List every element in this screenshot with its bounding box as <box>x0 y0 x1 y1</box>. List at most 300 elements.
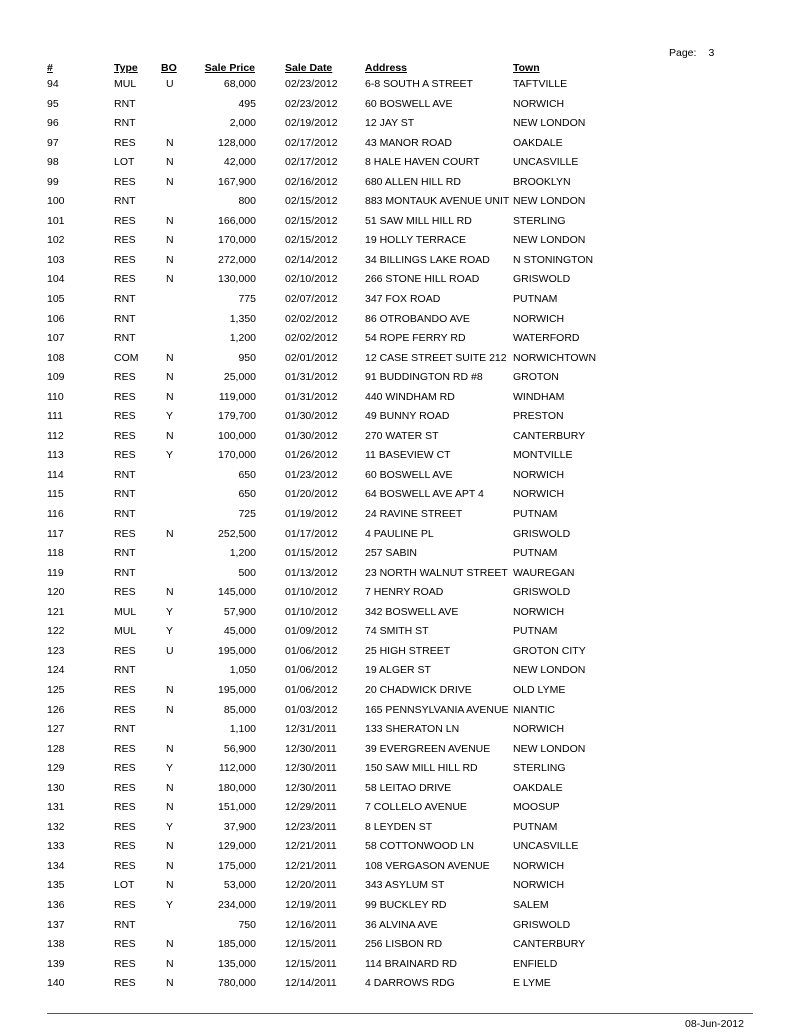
cell-num: 117 <box>47 527 64 540</box>
cell-address: 86 OTROBANDO AVE <box>365 312 470 325</box>
cell-sale-price: 180,000 <box>218 781 256 794</box>
cell-sale-date: 02/07/2012 <box>285 293 338 306</box>
cell-num: 120 <box>47 586 65 599</box>
cell-sale-price: 725 <box>238 508 256 521</box>
cell-type: RES <box>114 586 136 599</box>
cell-sale-price: 750 <box>238 918 256 931</box>
table-row <box>0 290 800 310</box>
cell-num: 97 <box>47 136 59 149</box>
cell-address: 19 HOLLY TERRACE <box>365 234 466 247</box>
cell-sale-date: 01/31/2012 <box>285 371 338 384</box>
cell-address: 60 BOSWELL AVE <box>365 97 453 110</box>
cell-sale-date: 01/03/2012 <box>285 703 338 716</box>
cell-sale-date: 01/19/2012 <box>285 508 338 521</box>
cell-town: NORWICH <box>513 97 565 110</box>
cell-type: RES <box>114 390 136 403</box>
cell-type: RES <box>114 234 136 247</box>
cell-town: UNCASVILLE <box>513 840 579 853</box>
table-row <box>0 837 800 857</box>
cell-address: 91 BUDDINGTON RD #8 <box>365 371 483 384</box>
cell-address: 58 COTTONWOOD LN <box>365 840 474 853</box>
cell-type: RNT <box>114 918 136 931</box>
cell-type: RNT <box>114 117 136 130</box>
table-row <box>0 974 800 994</box>
cell-sale-price: 45,000 <box>223 625 256 638</box>
cell-town: GRISWOLD <box>513 527 571 540</box>
table-row <box>0 916 800 936</box>
cell-sale-price: 950 <box>238 351 256 364</box>
cell-address: 54 ROPE FERRY RD <box>365 332 466 345</box>
cell-town: NEW LONDON <box>513 742 586 755</box>
cell-sale-date: 12/21/2011 <box>285 859 337 872</box>
cell-type: RES <box>114 977 136 990</box>
table-row <box>0 955 800 975</box>
cell-sale-date: 12/30/2011 <box>285 762 337 775</box>
table-row <box>0 818 800 838</box>
cell-sale-price: 42,000 <box>223 156 256 169</box>
cell-bo: N <box>166 938 174 951</box>
cell-address: 20 CHADWICK DRIVE <box>365 683 472 696</box>
cell-num: 123 <box>47 644 65 657</box>
table-row <box>0 427 800 447</box>
cell-sale-price: 151,000 <box>218 801 256 814</box>
table-row <box>0 759 800 779</box>
cell-sale-price: 68,000 <box>223 78 256 90</box>
cell-sale-price: 650 <box>238 468 256 481</box>
cell-sale-price: 195,000 <box>218 644 256 657</box>
cell-sale-price: 650 <box>238 488 256 501</box>
cell-address: 257 SABIN <box>365 547 417 560</box>
cell-bo: N <box>166 977 174 990</box>
cell-type: RES <box>114 820 136 833</box>
cell-sale-price: 234,000 <box>218 898 256 911</box>
cell-town: UNCASVILLE <box>513 156 579 169</box>
cell-bo: N <box>166 957 174 970</box>
cell-num: 116 <box>47 508 64 521</box>
cell-type: RNT <box>114 468 136 481</box>
cell-sale-price: 56,900 <box>223 742 256 755</box>
cell-town: NORWICH <box>513 859 565 872</box>
cell-bo: Y <box>166 820 174 833</box>
table-row <box>0 485 800 505</box>
cell-sale-date: 02/19/2012 <box>285 117 338 130</box>
cell-address: 58 LEITAO DRIVE <box>365 781 452 794</box>
cell-type: RNT <box>114 293 136 306</box>
cell-type: RES <box>114 781 136 794</box>
cell-sale-price: 1,100 <box>229 723 256 736</box>
cell-type: RNT <box>114 195 136 208</box>
cell-sale-price: 780,000 <box>218 977 256 990</box>
cell-address: 36 ALVINA AVE <box>365 918 438 931</box>
cell-sale-price: 175,000 <box>218 859 256 872</box>
table-row <box>0 642 800 662</box>
cell-type: RES <box>114 683 136 696</box>
cell-sale-price: 252,500 <box>218 527 256 540</box>
cell-address: 8 HALE HAVEN COURT <box>365 156 480 169</box>
cell-num: 119 <box>47 566 64 579</box>
cell-type: RNT <box>114 332 136 345</box>
cell-sale-date: 01/26/2012 <box>285 449 338 462</box>
cell-sale-price: 195,000 <box>218 683 256 696</box>
cell-address: 74 SMITH ST <box>365 625 429 638</box>
cell-address: 43 MANOR ROAD <box>365 136 452 149</box>
table-row <box>0 798 800 818</box>
cell-sale-date: 12/15/2011 <box>285 938 337 951</box>
cell-num: 118 <box>47 547 64 560</box>
table-row <box>0 525 800 545</box>
cell-sale-price: 53,000 <box>223 879 256 892</box>
cell-town: E LYME <box>513 977 551 990</box>
cell-address: 114 BRAINARD RD <box>365 957 457 970</box>
cell-sale-date: 01/17/2012 <box>285 527 338 540</box>
cell-bo: N <box>166 371 174 384</box>
cell-num: 111 <box>47 410 63 423</box>
cell-bo: N <box>166 429 174 442</box>
table-row <box>0 466 800 486</box>
cell-num: 113 <box>47 449 64 462</box>
cell-bo: Y <box>166 410 174 423</box>
cell-type: COM <box>114 351 139 364</box>
cell-sale-date: 02/17/2012 <box>285 156 338 169</box>
cell-town: TAFTVILLE <box>513 78 568 90</box>
table-body <box>0 75 800 994</box>
table-row <box>0 661 800 681</box>
cell-type: RES <box>114 742 136 755</box>
cell-num: 128 <box>47 742 65 755</box>
cell-town: GRISWOLD <box>513 586 571 599</box>
cell-sale-date: 02/15/2012 <box>285 214 338 227</box>
cell-num: 102 <box>47 234 65 247</box>
cell-address: 19 ALGER ST <box>365 664 431 677</box>
cell-type: RNT <box>114 508 136 521</box>
cell-num: 105 <box>47 293 65 306</box>
cell-sale-price: 1,200 <box>229 547 256 560</box>
cell-bo: Y <box>166 762 174 775</box>
cell-address: 99 BUCKLEY RD <box>365 898 447 911</box>
cell-sale-price: 128,000 <box>218 136 256 149</box>
cell-num: 109 <box>47 371 65 384</box>
table-row <box>0 740 800 760</box>
cell-bo: N <box>166 175 174 188</box>
cell-address: 7 COLLELO AVENUE <box>365 801 467 814</box>
cell-sale-price: 130,000 <box>218 273 256 286</box>
cell-town: NORWICH <box>513 723 565 736</box>
cell-town: OAKDALE <box>513 781 563 794</box>
cell-address: 6-8 SOUTH A STREET <box>365 78 473 90</box>
cell-num: 139 <box>47 957 65 970</box>
cell-num: 101 <box>47 214 65 227</box>
cell-bo: N <box>166 801 174 814</box>
cell-type: RES <box>114 214 136 227</box>
cell-sale-price: 2,000 <box>229 117 256 130</box>
cell-num: 125 <box>47 683 65 696</box>
cell-type: RES <box>114 371 136 384</box>
cell-type: LOT <box>114 879 135 892</box>
cell-bo: U <box>166 78 174 90</box>
cell-sale-date: 02/10/2012 <box>285 273 338 286</box>
cell-sale-price: 500 <box>238 566 256 579</box>
cell-town: N STONINGTON <box>513 253 594 266</box>
cell-type: RES <box>114 136 136 149</box>
cell-town: NEW LONDON <box>513 195 586 208</box>
cell-bo: Y <box>166 605 174 618</box>
table-row <box>0 622 800 642</box>
cell-sale-date: 02/15/2012 <box>285 234 338 247</box>
cell-sale-date: 01/06/2012 <box>285 683 338 696</box>
cell-address: 347 FOX ROAD <box>365 293 441 306</box>
cell-type: RES <box>114 840 136 853</box>
cell-bo: N <box>166 859 174 872</box>
cell-sale-price: 166,000 <box>218 214 256 227</box>
cell-type: RNT <box>114 488 136 501</box>
cell-bo: N <box>166 742 174 755</box>
cell-bo: U <box>166 644 174 657</box>
cell-bo: N <box>166 683 174 696</box>
cell-type: RNT <box>114 97 136 110</box>
cell-sale-date: 12/30/2011 <box>285 781 337 794</box>
table-row <box>0 779 800 799</box>
cell-sale-price: 119,000 <box>218 390 256 403</box>
cell-num: 134 <box>47 859 65 872</box>
table-row <box>0 505 800 525</box>
cell-address: 440 WINDHAM RD <box>365 390 455 403</box>
cell-type: RNT <box>114 566 136 579</box>
table-row <box>0 231 800 251</box>
cell-type: RES <box>114 859 136 872</box>
table-row <box>0 857 800 877</box>
cell-town: PRESTON <box>513 410 564 423</box>
table-row <box>0 75 800 95</box>
cell-sale-date: 02/15/2012 <box>285 195 338 208</box>
cell-bo: N <box>166 390 174 403</box>
cell-address: 49 BUNNY ROAD <box>365 410 450 423</box>
cell-sale-price: 800 <box>238 195 256 208</box>
cell-address: 266 STONE HILL ROAD <box>365 273 480 286</box>
cell-address: 7 HENRY ROAD <box>365 586 444 599</box>
cell-sale-date: 02/02/2012 <box>285 312 338 325</box>
cell-type: MUL <box>114 605 137 618</box>
cell-address: 150 SAW MILL HILL RD <box>365 762 478 775</box>
cell-sale-price: 145,000 <box>218 586 256 599</box>
cell-sale-date: 01/06/2012 <box>285 644 338 657</box>
cell-town: PUTNAM <box>513 508 558 521</box>
footer-date: 08-Jun-2012 <box>685 1018 744 1030</box>
cell-town: MONTVILLE <box>513 449 573 462</box>
cell-bo: Y <box>166 898 174 911</box>
cell-sale-price: 100,000 <box>218 429 256 442</box>
cell-address: 4 DARROWS RDG <box>365 977 455 990</box>
cell-town: NORWICH <box>513 879 565 892</box>
cell-town: CANTERBURY <box>513 429 586 442</box>
cell-num: 135 <box>47 879 65 892</box>
cell-type: MUL <box>114 625 137 638</box>
table-row <box>0 329 800 349</box>
cell-bo: N <box>166 273 174 286</box>
table-row <box>0 876 800 896</box>
column-header-sale-price: Sale Price <box>204 62 255 74</box>
table-row <box>0 251 800 271</box>
cell-town: WAUREGAN <box>513 566 575 579</box>
cell-sale-date: 01/10/2012 <box>285 586 338 599</box>
cell-sale-price: 135,000 <box>218 957 256 970</box>
cell-type: RES <box>114 762 136 775</box>
cell-address: 680 ALLEN HILL RD <box>365 175 461 188</box>
cell-town: CANTERBURY <box>513 938 586 951</box>
cell-sale-price: 272,000 <box>218 253 256 266</box>
cell-num: 126 <box>47 703 65 716</box>
page-number: 3 <box>708 47 715 59</box>
cell-sale-price: 170,000 <box>218 234 256 247</box>
cell-town: STERLING <box>513 762 566 775</box>
cell-num: 98 <box>47 156 59 169</box>
column-header-sale-date: Sale Date <box>285 62 333 74</box>
table-row <box>0 446 800 466</box>
cell-town: WINDHAM <box>513 390 565 403</box>
column-header-num: # <box>47 62 53 74</box>
cell-sale-date: 01/23/2012 <box>285 468 338 481</box>
table-row <box>0 134 800 154</box>
cell-sale-date: 12/30/2011 <box>285 742 337 755</box>
cell-num: 132 <box>47 820 65 833</box>
table-row <box>0 212 800 232</box>
table-row <box>0 896 800 916</box>
cell-town: NIANTIC <box>513 703 555 716</box>
cell-num: 104 <box>47 273 65 286</box>
cell-town: STERLING <box>513 214 566 227</box>
cell-type: RES <box>114 273 136 286</box>
cell-num: 106 <box>47 312 65 325</box>
cell-bo: N <box>166 136 174 149</box>
cell-num: 136 <box>47 898 65 911</box>
table-row <box>0 720 800 740</box>
cell-town: GRISWOLD <box>513 918 571 931</box>
cell-num: 127 <box>47 723 65 736</box>
cell-sale-date: 02/16/2012 <box>285 175 338 188</box>
cell-address: 24 RAVINE STREET <box>365 508 463 521</box>
cell-type: RES <box>114 175 136 188</box>
table-row <box>0 153 800 173</box>
cell-sale-date: 01/30/2012 <box>285 410 338 423</box>
cell-sale-price: 25,000 <box>223 371 256 384</box>
cell-town: WATERFORD <box>513 332 580 345</box>
cell-address: 256 LISBON RD <box>365 938 443 951</box>
footer-divider <box>47 1013 753 1014</box>
cell-sale-date: 01/15/2012 <box>285 547 338 560</box>
cell-bo: N <box>166 214 174 227</box>
cell-sale-date: 02/02/2012 <box>285 332 338 345</box>
cell-sale-price: 1,050 <box>229 664 256 677</box>
cell-num: 137 <box>47 918 65 931</box>
cell-town: BROOKLYN <box>513 175 571 188</box>
column-header-address: Address <box>365 62 408 74</box>
table-row <box>0 368 800 388</box>
cell-type: RNT <box>114 547 136 560</box>
cell-sale-date: 12/19/2011 <box>285 898 337 911</box>
cell-num: 131 <box>47 801 65 814</box>
cell-num: 115 <box>47 488 64 501</box>
cell-bo: N <box>166 781 174 794</box>
cell-town: NORWICH <box>513 488 565 501</box>
cell-type: RES <box>114 429 136 442</box>
cell-town: NORWICH <box>513 468 565 481</box>
cell-sale-date: 12/16/2011 <box>285 918 337 931</box>
cell-type: RES <box>114 801 136 814</box>
cell-sale-date: 01/20/2012 <box>285 488 338 501</box>
cell-num: 96 <box>47 117 59 130</box>
cell-sale-date: 02/23/2012 <box>285 97 338 110</box>
cell-num: 122 <box>47 625 65 638</box>
table-row <box>0 192 800 212</box>
cell-address: 34 BILLINGS LAKE ROAD <box>365 253 490 266</box>
cell-num: 121 <box>47 605 65 618</box>
cell-town: OLD LYME <box>513 683 566 696</box>
column-header-type: Type <box>114 62 138 74</box>
column-header-bo: BO <box>161 62 177 74</box>
table-row <box>0 95 800 115</box>
cell-town: NORWICH <box>513 312 565 325</box>
cell-bo: N <box>166 527 174 540</box>
cell-address: 60 BOSWELL AVE <box>365 468 453 481</box>
cell-sale-date: 02/14/2012 <box>285 253 338 266</box>
cell-sale-price: 112,000 <box>218 762 256 775</box>
table-row <box>0 564 800 584</box>
cell-town: NEW LONDON <box>513 664 586 677</box>
cell-num: 103 <box>47 253 65 266</box>
table-row <box>0 583 800 603</box>
cell-sale-price: 1,200 <box>229 332 256 345</box>
cell-sale-date: 12/14/2011 <box>285 977 337 990</box>
cell-town: NORWICHTOWN <box>513 351 597 364</box>
cell-town: PUTNAM <box>513 820 558 833</box>
cell-sale-price: 179,700 <box>218 410 256 423</box>
cell-address: 64 BOSWELL AVE APT 4 <box>365 488 484 501</box>
cell-num: 138 <box>47 938 65 951</box>
cell-type: RES <box>114 957 136 970</box>
cell-address: 12 CASE STREET SUITE 212 <box>365 351 507 364</box>
cell-address: 108 VERGASON AVENUE <box>365 859 490 872</box>
cell-num: 94 <box>47 78 59 90</box>
cell-address: 343 ASYLUM ST <box>365 879 445 892</box>
table-row <box>0 310 800 330</box>
cell-town: MOOSUP <box>513 801 560 814</box>
cell-sale-price: 85,000 <box>223 703 256 716</box>
cell-num: 130 <box>47 781 65 794</box>
cell-address: 165 PENNSYLVANIA AVENUE <box>365 703 509 716</box>
cell-address: 51 SAW MILL HILL RD <box>365 214 472 227</box>
cell-sale-date: 12/15/2011 <box>285 957 337 970</box>
cell-type: RES <box>114 898 136 911</box>
cell-town: GRISWOLD <box>513 273 571 286</box>
table-row <box>0 935 800 955</box>
cell-bo: N <box>166 879 174 892</box>
cell-sale-date: 02/01/2012 <box>285 351 338 364</box>
cell-sale-price: 185,000 <box>218 938 256 951</box>
page-indicator <box>669 47 714 59</box>
cell-sale-date: 02/17/2012 <box>285 136 338 149</box>
cell-address: 270 WATER ST <box>365 429 439 442</box>
cell-town: NEW LONDON <box>513 234 586 247</box>
table-row <box>0 407 800 427</box>
cell-bo: N <box>166 156 174 169</box>
cell-town: ENFIELD <box>513 957 558 970</box>
cell-bo: N <box>166 351 174 364</box>
cell-type: RES <box>114 449 136 462</box>
table-row <box>0 114 800 134</box>
cell-type: RES <box>114 527 136 540</box>
cell-num: 107 <box>47 332 65 345</box>
cell-type: RES <box>114 644 136 657</box>
table-header <box>0 59 800 75</box>
